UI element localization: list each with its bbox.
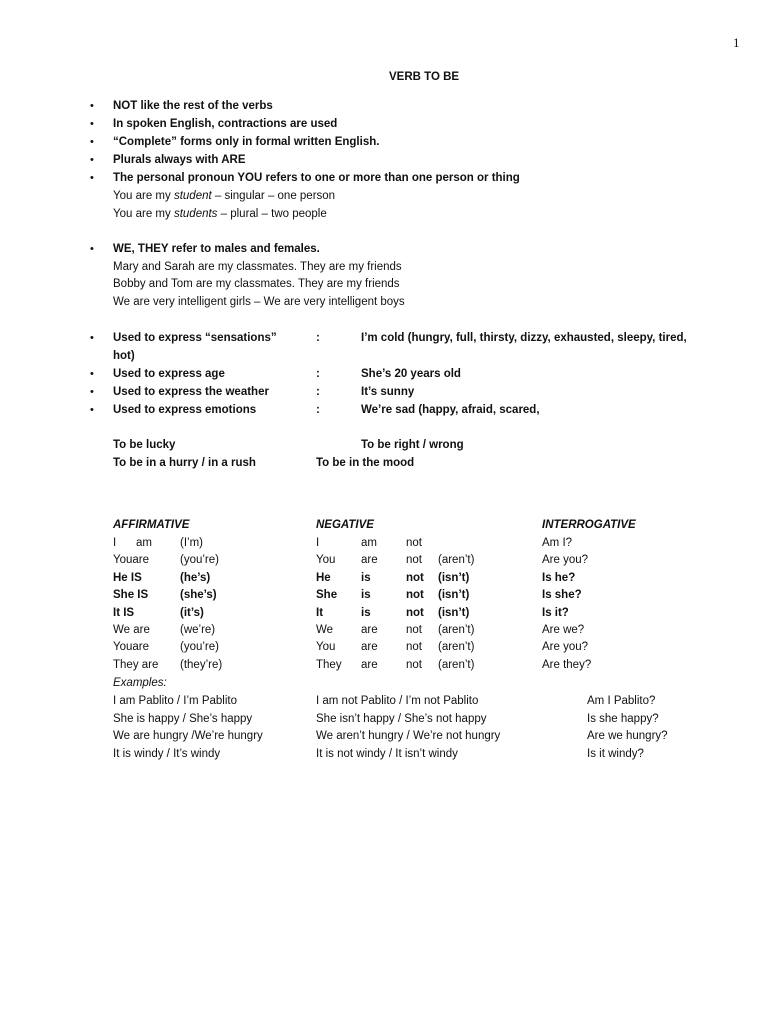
we-example: Bobby and Tom are my classmates. They are my friends <box>113 278 400 290</box>
example-affirmative: I am Pablito / I’m Pablito <box>113 695 237 707</box>
use-example: It’s sunny <box>361 386 415 398</box>
affirmative-subject: He IS <box>113 571 142 584</box>
affirmative-contraction: (they’re) <box>180 658 223 671</box>
negative-contraction: (aren’t) <box>438 624 475 636</box>
negative-not: not <box>406 537 422 549</box>
you-example-singular <box>113 190 335 202</box>
example-affirmative: She is happy / She’s happy <box>113 712 253 725</box>
negative-subject: We <box>316 624 334 636</box>
negative-not: not <box>406 554 422 567</box>
negative-contraction: (aren’t) <box>438 554 475 567</box>
negative-subject: They <box>316 658 342 671</box>
bullet-icon: • <box>90 404 94 416</box>
header-affirmative: AFFIRMATIVE <box>113 519 190 531</box>
bullet-item: In spoken English, contractions are used <box>113 118 338 130</box>
negative-contraction: (isn’t) <box>438 571 470 584</box>
affirmative-contraction: (you’re) <box>180 641 219 654</box>
interrogative-form: Is she? <box>542 589 582 602</box>
negative-subject: It <box>316 606 324 619</box>
example-affirmative: We are hungry /We’re hungry <box>113 730 263 742</box>
use-colon: : <box>316 368 320 380</box>
header-interrogative: INTERROGATIVE <box>542 519 636 531</box>
negative-subject: I <box>316 537 320 549</box>
bullet-item-we-they: WE, THEY refer to males and females. <box>113 243 320 255</box>
negative-subject: She <box>316 589 338 602</box>
interrogative-form: Are they? <box>542 658 592 671</box>
example-text: You are my <box>113 190 174 202</box>
negative-verb: is <box>361 589 371 602</box>
bullet-icon: • <box>90 100 94 112</box>
use-label: Used to express the weather <box>113 386 269 398</box>
negative-verb: are <box>361 554 378 567</box>
affirmative-subject: They are <box>113 658 159 671</box>
negative-contraction: (isn’t) <box>438 589 470 602</box>
bullet-icon: • <box>90 172 94 184</box>
negative-not: not <box>406 571 424 584</box>
negative-not: not <box>406 658 422 671</box>
example-text: – singular – one person <box>211 190 336 202</box>
affirmative-verb: am <box>136 537 152 549</box>
we-example: Mary and Sarah are my classmates. They are my friends <box>113 261 402 273</box>
use-label: Used to express “sensations” <box>113 332 277 344</box>
use-colon: : <box>316 404 320 416</box>
negative-contraction: (aren’t) <box>438 658 475 671</box>
bullet-icon: • <box>90 136 94 148</box>
examples-label: Examples: <box>113 677 167 689</box>
expression: To be right / wrong <box>361 439 464 451</box>
negative-verb: are <box>361 641 378 654</box>
use-example-continued: hot) <box>113 350 135 362</box>
bullet-icon: • <box>90 386 94 398</box>
use-label: Used to express age <box>113 368 225 380</box>
negative-not: not <box>406 641 422 654</box>
header-negative: NEGATIVE <box>316 519 374 531</box>
use-example: I’m cold (hungry, full, thirsty, dizzy, exhausted, sleepy, tired, <box>361 332 687 344</box>
interrogative-form: Am I? <box>542 537 573 549</box>
interrogative-form: Are you? <box>542 641 589 654</box>
negative-verb: am <box>361 537 377 549</box>
we-example: We are very intelligent girls – We are very intelligent boys <box>113 296 405 308</box>
negative-not: not <box>406 624 422 636</box>
use-colon: : <box>316 332 320 344</box>
negative-subject: You <box>316 554 336 567</box>
affirmative-subject: I <box>113 537 117 549</box>
example-text: You are my <box>113 208 174 220</box>
use-colon: : <box>316 386 320 398</box>
example-word: student <box>173 190 212 202</box>
bullet-icon: • <box>90 243 94 255</box>
you-example-plural <box>113 208 327 220</box>
affirmative-subject: She IS <box>113 589 149 602</box>
affirmative-subject: Youare <box>113 641 150 654</box>
use-label: Used to express emotions <box>113 404 257 416</box>
bullet-item: Plurals always with ARE <box>113 154 246 166</box>
affirmative-contraction: (it’s) <box>180 606 204 619</box>
example-negative: We aren’t hungry / We’re not hungry <box>316 730 501 742</box>
example-negative: It is not windy / It isn’t windy <box>316 747 458 760</box>
negative-contraction: (aren’t) <box>438 641 475 654</box>
expression: To be lucky <box>113 439 176 451</box>
bullet-icon: • <box>90 118 94 130</box>
example-negative: I am not Pablito / I’m not Pablito <box>316 695 479 707</box>
interrogative-form: Is he? <box>542 571 576 584</box>
negative-not: not <box>406 606 424 619</box>
use-example: She’s 20 years old <box>361 368 461 380</box>
affirmative-contraction: (you’re) <box>180 554 219 567</box>
expression: To be in the mood <box>316 457 415 469</box>
bullet-item: The personal pronoun YOU refers to one or more than one person or thing <box>113 172 520 184</box>
expression: To be in a hurry / in a rush <box>113 457 256 469</box>
negative-verb: are <box>361 658 378 671</box>
negative-contraction: (isn’t) <box>438 606 470 619</box>
affirmative-contraction: (she’s) <box>180 589 217 602</box>
bullet-item: “Complete” forms only in formal written English. <box>113 136 380 148</box>
example-word: students <box>173 208 218 220</box>
example-text: – plural – two people <box>217 208 327 220</box>
negative-not: not <box>406 589 424 602</box>
negative-verb: are <box>361 624 378 636</box>
negative-subject: He <box>316 571 331 584</box>
negative-verb: is <box>361 571 371 584</box>
example-negative: She isn’t happy / She’s not happy <box>316 712 487 725</box>
affirmative-contraction: (we’re) <box>180 624 216 636</box>
example-affirmative: It is windy / It’s windy <box>113 747 221 760</box>
affirmative-subject: It IS <box>113 606 135 619</box>
affirmative-contraction: (he’s) <box>180 571 211 584</box>
bullet-icon: • <box>90 332 94 344</box>
page-title: VERB TO BE <box>389 71 460 83</box>
interrogative-form: Are you? <box>542 554 589 567</box>
example-interrogative: Is she happy? <box>587 712 659 725</box>
example-interrogative: Am I Pablito? <box>587 695 656 707</box>
use-example: We’re sad (happy, afraid, scared, <box>361 404 540 416</box>
bullet-icon: • <box>90 368 94 380</box>
interrogative-form: Are we? <box>542 624 585 636</box>
example-interrogative: Are we hungry? <box>587 730 668 742</box>
bullet-item: NOT like the rest of the verbs <box>113 100 273 112</box>
negative-verb: is <box>361 606 371 619</box>
interrogative-form: Is it? <box>542 606 569 619</box>
affirmative-subject: We are <box>113 624 150 636</box>
page-number: 1 <box>733 35 740 50</box>
affirmative-subject: Youare <box>113 554 150 567</box>
example-interrogative: Is it windy? <box>587 747 644 760</box>
bullet-icon: • <box>90 154 94 166</box>
affirmative-contraction: (I’m) <box>180 537 203 549</box>
negative-subject: You <box>316 641 336 654</box>
